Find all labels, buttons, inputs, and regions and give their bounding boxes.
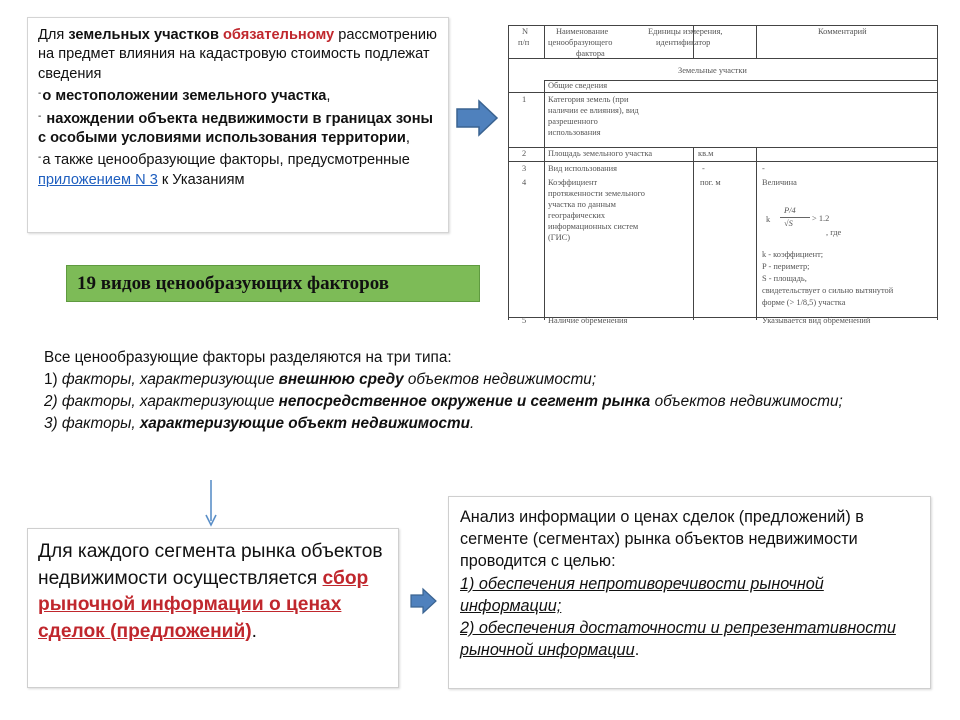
text-span: факторы, — [61, 415, 140, 432]
table-cell: информационных систем — [548, 222, 639, 231]
text-span: . — [634, 641, 640, 660]
text-span: 3) — [44, 415, 62, 432]
table-row-num: 4 — [522, 178, 527, 187]
table-cell: Коэффициент — [548, 178, 598, 187]
zone-item — [38, 107, 440, 149]
factor-types-intro: Все ценообразующие факторы разделяются на три типа: — [44, 349, 452, 366]
text-span: Для каждого сегмента рынка объектов недвижимости осуществляется — [38, 541, 383, 589]
market-info-collection-term: сбор рыночной информации о ценах сделок (предложений) — [38, 567, 369, 642]
land-plot-paragraph — [38, 26, 440, 84]
goal-1-text: 1) обеспечения непротиворечивости рыночной информации; — [460, 574, 824, 615]
table-cell: Величина — [762, 178, 797, 187]
price-analysis-intro: Анализ информации о ценах сделок (предложений) в сегменте (сегментах) рынка объектов недвижимости проводится с целью: — [460, 508, 864, 571]
text-span: к Указаниям — [157, 171, 245, 188]
location-text: о местоположении земельного участка — [42, 88, 327, 105]
arrow-down-icon — [204, 479, 218, 527]
dash-bullet: - — [38, 152, 42, 164]
mandatory-term: обязательному — [222, 27, 335, 43]
table-cell: Площадь земельного участка — [548, 149, 653, 158]
table-section-title: Земельные участки — [678, 66, 747, 75]
formula-symbol: k — [766, 215, 771, 224]
land-plots-term: земельных участков — [68, 27, 219, 43]
table-cell: Указывается вид обременений — [762, 316, 871, 325]
table-cell: Вид использования — [548, 164, 618, 173]
text-span: . — [251, 620, 258, 642]
dash-bullet: - — [38, 110, 42, 122]
table-header-name: фактора — [576, 49, 605, 58]
table-header-num2: п/п — [518, 38, 530, 47]
arrow-right-icon — [455, 99, 499, 137]
factor-type-2 — [44, 391, 924, 413]
text-span: . — [469, 415, 475, 432]
formula-denominator: √S — [784, 219, 793, 228]
table-cell: форме (> 1/8,5) участка — [762, 298, 846, 307]
table-row-num: 1 — [522, 95, 527, 104]
factor-type-1 — [44, 369, 924, 391]
pricing-factors-table — [508, 22, 938, 325]
arrow-right-icon — [409, 588, 437, 614]
land-plot-info-box — [27, 17, 449, 233]
text-span: объектов недвижимости; — [403, 371, 597, 388]
table-cell: - — [762, 164, 765, 173]
table-header-comment: Комментарий — [818, 27, 867, 36]
text-span: , — [326, 88, 331, 105]
price-analysis-box — [448, 496, 931, 689]
text-span: , — [405, 130, 410, 147]
table-cell: наличии ее влияния), вид — [548, 106, 639, 115]
table-header-name: ценообразующего — [548, 38, 613, 47]
table-row-num: 2 — [522, 149, 527, 158]
formula-numerator: P/4 — [784, 206, 796, 215]
table-header-name: Наименование — [556, 27, 609, 36]
text-span: объектов недвижимости; — [650, 393, 843, 410]
factor-count-banner: 19 видов ценообразующих факторов — [66, 265, 480, 302]
text-span: факторы, характеризующие — [61, 393, 279, 410]
pricing-factors-item — [38, 148, 440, 190]
table-row-num: 5 — [522, 316, 527, 325]
table-cell: Категория земель (при — [548, 95, 629, 104]
text-span: Для — [38, 27, 69, 43]
zone-text: нахождении объекта недвижимости в границах зоны с особыми условиями использования территории — [38, 110, 433, 147]
table-cell: k - коэффициент; — [762, 250, 824, 259]
external-environment-term: внешнюю среду — [278, 371, 404, 388]
table-general-title: Общие сведения — [548, 81, 608, 90]
text-span: а также ценообразующие факторы, предусмотренные — [42, 152, 410, 169]
table-header-num: N — [522, 27, 529, 36]
text-span: рассмотрению на предмет влияния на кадастровую стоимость подлежат сведения — [38, 27, 437, 82]
table-header-units: Единицы измерения, — [648, 27, 723, 36]
table-cell: кв.м — [698, 149, 714, 158]
table-cell: свидетельствует о сильно вытянутой — [762, 286, 894, 295]
surroundings-term: непосредственное окружение и сегмент рынка — [278, 393, 651, 410]
table-cell: протяженности земельного — [548, 189, 645, 198]
table-cell: участка по данным — [548, 200, 616, 209]
appendix-3-link[interactable]: приложением N 3 — [38, 171, 158, 188]
table-cell: - — [702, 164, 705, 173]
table-cell: пог. м — [700, 178, 721, 187]
analysis-goal-2 — [460, 617, 920, 661]
table-cell: S - площадь, — [762, 274, 807, 283]
analysis-goal-1 — [460, 573, 920, 617]
table-cell: географических — [548, 211, 606, 220]
text-span: факторы, характеризующие — [61, 371, 279, 388]
table-cell: (ГИС) — [548, 233, 571, 242]
table-cell: использования — [548, 128, 601, 137]
dash-bullet: - — [38, 88, 42, 100]
table-header-units: идентификатор — [656, 38, 711, 47]
market-info-collection-box — [27, 528, 399, 688]
goal-2-text: 2) обеспечения достаточности и репрезентативности рыночной информации — [460, 619, 896, 660]
table-cell: P - периметр; — [762, 262, 810, 271]
factor-types-text — [44, 347, 924, 435]
formula-where: , где — [826, 228, 842, 237]
text-span: 1) — [44, 371, 62, 388]
factor-type-3 — [44, 413, 924, 435]
text-span: 2) — [44, 393, 62, 410]
table-row-num: 3 — [522, 164, 527, 173]
formula-threshold: > 1.2 — [812, 214, 830, 223]
location-item — [38, 84, 440, 106]
property-object-term: характеризующие объект недвижимости — [139, 415, 470, 432]
table-cell: Наличие обременения — [548, 316, 628, 325]
table-cell: разрешенного — [548, 117, 598, 126]
